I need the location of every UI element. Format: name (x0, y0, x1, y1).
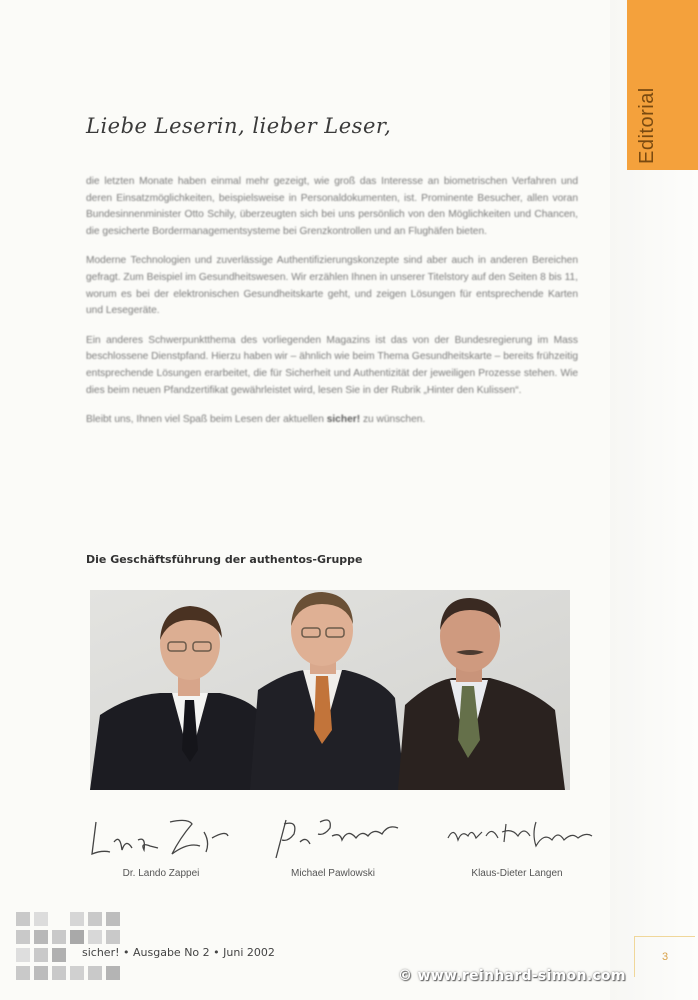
brand-word: sicher! (326, 414, 361, 426)
signature-pawlowski (270, 812, 410, 862)
editorial-text (86, 174, 578, 442)
salutation: Liebe Leserin, lieber Leser, (86, 114, 392, 138)
paragraph: die letzten Monate haben einmal mehr gezeigt, wie groß das Interesse an biometrischen Verfahren und deren Einsatzmöglichkeiten, beispielsweise in Personaldokumenten, ist. Prominente Besucher, allen voran Bundesinnenminister Otto Schily, überzeugten sich bei uns persönlich von den Möglichkeiten und Chancen, die gesicherte Bordermanagementsysteme bei Grenzkontrollen und an Flughäfen bieten. (86, 176, 578, 237)
issue-footer (82, 946, 275, 959)
signatory-name: Klaus-Dieter Langen (471, 868, 563, 879)
signature-zappei (88, 812, 238, 862)
closing-text-end: zu wünschen. (360, 414, 426, 426)
paragraph: Ein anderes Schwerpunktthema des vorliegenden Magazins ist das von der Bundesregierung im Mass beschlossene Dienstpfand. Hierzu haben wir – ähnlich wie beim Thema Gesundheitskarte – bereits frühzeitig entsprechende Lösungen erarbeitet, die für Sicherheit und Authentizität der jeweiligen Prozesse stehen. Wie dies beim neuen Pfandzertifikat gewährleistet wird, lesen Sie in der Rubrik „Hinter den Kulissen“. (86, 334, 578, 396)
closing-text: Bleibt uns, Ihnen viel Spaß beim Lesen der aktuellen (86, 414, 327, 426)
paragraph: Moderne Technologien und zuverlässige Authentifizierungskonzepte sind aber auch in anderen Bereichen gefragt. Zum Beispiel im Gesundheitswesen. Wir erzählen Ihnen in unserer Titelstory auf den Seiten 8 bis 11, worum es bei der elektronischen Gesundheitskarte geht, und zeigen Lösungen für entsprechende Karten und Lesegeräte. (86, 255, 578, 317)
signatory-name: Michael Pawlowski (291, 868, 375, 879)
footer-separator: • (119, 946, 133, 959)
page-number: 3 (634, 936, 695, 977)
signatory-name: Dr. Lando Zappei (122, 868, 200, 879)
closing-paragraph (86, 412, 578, 429)
copyright-watermark: © www.reinhard-simon.com (398, 968, 626, 984)
footer-separator: • (209, 946, 224, 959)
footer-issue: Ausgabe No 2 (133, 946, 210, 959)
section-tab-label: Editorial (636, 87, 658, 164)
footer-brand: sicher! (82, 946, 120, 959)
signature-langen (440, 812, 600, 862)
management-photo (90, 590, 570, 790)
footer-date: Juni 2002 (223, 946, 275, 959)
photo-caption: Die Geschäftsführung der authentos-Gruppe (86, 553, 363, 566)
